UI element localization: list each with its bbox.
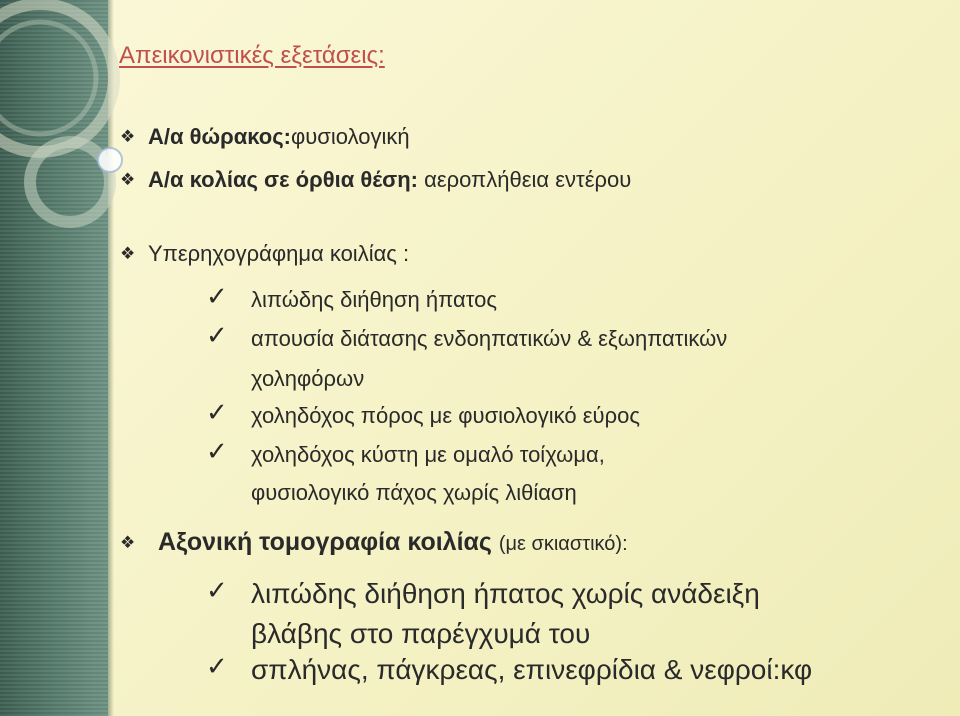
ct-heading: Αξονική τομογραφία κοιλίας <box>158 528 492 556</box>
chest-xray-value: φυσιολογική <box>291 124 410 149</box>
check-bullet-icon: ✓ <box>206 651 228 681</box>
check-bullet-icon: ✓ <box>206 575 228 605</box>
list-item: ✓ χοληδόχος πόρος με φυσιολογικό εύρος <box>206 397 640 428</box>
chest-xray-line <box>120 124 410 150</box>
list-item-continuation: βλάβης στο παρέγχυμά του <box>251 618 591 649</box>
ct-heading-note: (με σκιαστικό): <box>498 533 628 555</box>
abdominal-xray-line <box>120 167 631 193</box>
diamond-bullet-icon: ❖ <box>120 244 136 263</box>
ct-heading-line <box>120 528 628 557</box>
chest-xray-label: Α/α θώρακος: <box>148 124 291 149</box>
ring-small <box>30 142 110 222</box>
check-bullet-icon: ✓ <box>206 320 228 350</box>
list-item: ✓ απουσία διάτασης ενδοηπατικών & εξωηπατικών <box>206 320 728 351</box>
ultrasound-heading-line <box>120 241 409 267</box>
list-item-continuation: φυσιολογικό πάχος χωρίς λιθίαση <box>251 480 577 505</box>
check-bullet-icon: ✓ <box>206 436 228 466</box>
check-bullet-icon: ✓ <box>206 281 228 311</box>
ultrasound-heading: Υπερηχογράφημα κοιλίας : <box>148 241 410 266</box>
list-item: ✓ σπλήνας, πάγκρεας, επινεφρίδια & νεφροί:κφ <box>206 651 813 685</box>
slide-title: Απεικονιστικές εξετάσεις: <box>119 42 385 69</box>
abdominal-xray-value: αεροπλήθεια εντέρου <box>424 167 632 192</box>
diamond-bullet-icon: ❖ <box>120 127 136 146</box>
list-item: ✓ λιπώδης διήθηση ήπατος χωρίς ανάδειξη <box>206 575 760 609</box>
abdominal-xray-label: Α/α κολίας σε όρθια θέση: <box>148 167 418 192</box>
list-item-continuation: χοληφόρων <box>251 366 365 391</box>
list-item: ✓ χοληδόχος κύστη με ομαλό τοίχωμα, <box>206 436 605 467</box>
diamond-bullet-icon: ❖ <box>120 170 136 189</box>
ring-inner <box>0 22 96 134</box>
list-item: ✓ λιπώδης διήθηση ήπατος <box>206 281 497 312</box>
check-bullet-icon: ✓ <box>206 397 228 427</box>
diamond-bullet-icon: ❖ <box>120 533 136 552</box>
